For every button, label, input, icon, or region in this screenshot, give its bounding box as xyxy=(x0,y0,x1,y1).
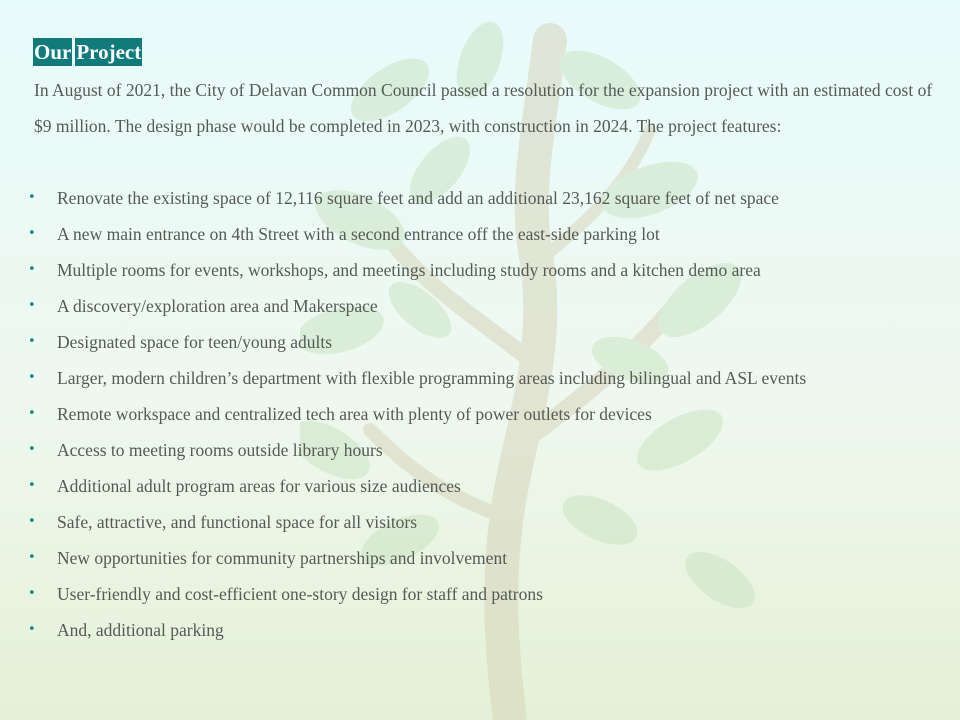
bullet-icon: • xyxy=(28,226,36,241)
feature-item xyxy=(0,360,950,396)
feature-item xyxy=(0,504,950,540)
title-word-project: Project xyxy=(76,40,142,64)
bullet-icon: • xyxy=(28,442,36,457)
slide-title xyxy=(33,38,142,66)
feature-text: Multiple rooms for events, workshops, and meetings including study rooms and a kitchen demo area xyxy=(57,260,761,280)
feature-item xyxy=(0,540,950,576)
feature-text: Safe, attractive, and functional space for all visitors xyxy=(57,512,418,532)
bullet-icon: • xyxy=(28,622,36,637)
feature-text: Larger, modern children’s department with flexible programming areas including bilingual and ASL events xyxy=(57,368,807,388)
feature-text: Access to meeting rooms outside library hours xyxy=(57,440,383,460)
bullet-icon: • xyxy=(28,190,36,205)
feature-item xyxy=(0,288,950,324)
bullet-icon: • xyxy=(28,550,36,565)
feature-item xyxy=(0,180,950,216)
feature-text: A new main entrance on 4th Street with a second entrance off the east-side parking lot xyxy=(57,224,660,244)
feature-item xyxy=(0,216,950,252)
bullet-icon: • xyxy=(28,334,36,349)
intro-paragraph: In August of 2021, the City of Delavan Common Council passed a resolution for the expansion project with an estimated cost of $9 million. The design phase would be completed in 2023, with construction in 2024. The project features: xyxy=(34,80,933,136)
feature-text: Designated space for teen/young adults xyxy=(57,332,333,352)
feature-item xyxy=(0,612,950,648)
feature-item xyxy=(0,252,950,288)
feature-item xyxy=(0,396,950,432)
feature-text: New opportunities for community partnerships and involvement xyxy=(57,548,508,568)
feature-item xyxy=(0,468,950,504)
bullet-icon: • xyxy=(28,586,36,601)
feature-text: Additional adult program areas for various size audiences xyxy=(57,476,461,496)
title-word-our: Our xyxy=(34,40,72,64)
feature-list xyxy=(0,180,950,648)
bullet-icon: • xyxy=(28,514,36,529)
bullet-icon: • xyxy=(28,262,36,277)
bullet-icon: • xyxy=(28,478,36,493)
feature-text: Remote workspace and centralized tech area with plenty of power outlets for devices xyxy=(57,404,652,424)
feature-item xyxy=(0,324,950,360)
feature-text: A discovery/exploration area and Makerspace xyxy=(57,296,378,316)
bullet-icon: • xyxy=(28,298,36,313)
bullet-icon: • xyxy=(28,370,36,385)
feature-text: User-friendly and cost-efficient one-story design for staff and patrons xyxy=(57,584,543,604)
feature-text: Renovate the existing space of 12,116 square feet and add an additional 23,162 square feet of net space xyxy=(57,188,779,208)
feature-item xyxy=(0,432,950,468)
feature-item xyxy=(0,576,950,612)
bullet-icon: • xyxy=(28,406,36,421)
feature-text: And, additional parking xyxy=(57,620,224,640)
